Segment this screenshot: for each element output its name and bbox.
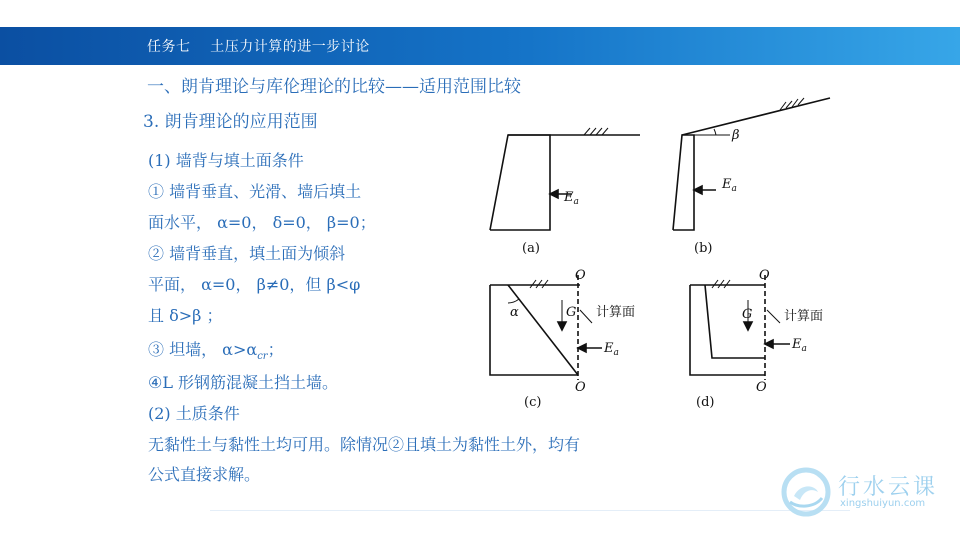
- label-o: O: [575, 380, 586, 395]
- caption-a: (a): [522, 241, 540, 256]
- label-o: O: [575, 268, 586, 283]
- page-title: 任务七 土压力计算的进一步讨论: [147, 39, 370, 55]
- text-line: 无黏性土与黏性土均可用。除情况②且填土为黏性土外，均有: [148, 435, 581, 454]
- text-line: 公式直接求解。: [148, 465, 261, 484]
- label-calc-plane: 计算面: [596, 305, 636, 320]
- retaining-wall-figure: [480, 90, 840, 415]
- caption-d: (d): [696, 395, 715, 410]
- text-line: ③ 坦墙， $\alpha>\alpha_{cr}$；: [148, 340, 284, 363]
- label-beta: β: [732, 128, 740, 143]
- diagram-b: [673, 98, 830, 230]
- label-ea: $E_a$: [604, 341, 619, 358]
- label-alpha: α: [510, 305, 519, 320]
- text-line: ① 墙背垂直、光滑、墙后填土: [148, 182, 362, 201]
- label-g: G: [566, 305, 577, 320]
- diagram-a: [490, 128, 640, 230]
- header-bar: [0, 27, 960, 65]
- text-line: (2) 土质条件: [148, 404, 240, 423]
- subsection-heading: 3. 朗肯理论的应用范围: [143, 112, 318, 132]
- footer-divider: [210, 510, 850, 511]
- logo-url: xingshuiyun.com: [840, 498, 926, 509]
- text-line: ④L 形钢筋混凝土挡土墙。: [148, 373, 339, 392]
- label-calc-plane: 计算面: [784, 309, 824, 324]
- diagram-d: [690, 275, 790, 380]
- text-line: ② 墙背垂直，填土面为倾斜: [148, 244, 346, 263]
- label-ea: $E_a$: [792, 337, 807, 354]
- text-line: 平面， α=0， β≠0，但 β<φ: [148, 275, 361, 294]
- semicolon: ；: [267, 340, 284, 359]
- caption-c: (c): [524, 395, 542, 410]
- logo-mark: [776, 462, 836, 522]
- label-o: O: [756, 380, 767, 395]
- label-g: G: [742, 307, 753, 322]
- label-o: O: [759, 268, 770, 283]
- diagram-c: [490, 275, 602, 380]
- caption-b: (b): [694, 241, 713, 256]
- logo-text: 行水云课: [838, 475, 939, 500]
- section-heading: 一、朗肯理论与库伦理论的比较——适用范围比较: [147, 77, 521, 97]
- subscript-cr: cr: [257, 351, 268, 363]
- text-line: 面水平， α=0， δ=0， β=0；: [148, 213, 376, 232]
- label-ea: $E_a$: [722, 177, 737, 194]
- text-line: (1) 墙背与填土面条件: [148, 151, 304, 170]
- text-line: 且 δ>β ；: [148, 306, 223, 325]
- label-ea: $E_a$: [564, 190, 579, 207]
